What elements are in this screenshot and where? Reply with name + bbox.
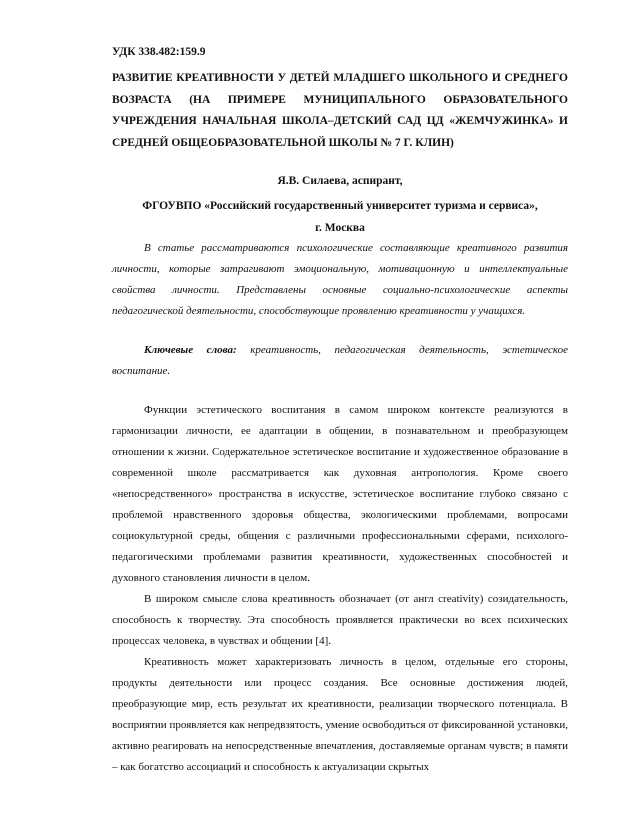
keywords-label: Ключевые слова: <box>144 344 237 356</box>
abstract: В статье рассматриваются психологические составляющие креативного развития личности, которые затрагивают эмоциональную, мотивационную и интеллектуальные свойства личности. Представлены основные социально-психологические аспекты педагогической деятельности, способствующие проявлению креативности у учащихся. <box>112 242 568 317</box>
city: г. Москва <box>315 221 365 234</box>
udk-code: УДК 338.482:159.9 <box>112 46 206 58</box>
author-line: Я.В. Силаева, аспирант, <box>277 175 403 187</box>
affiliation-block <box>112 196 568 239</box>
body-text <box>112 400 568 778</box>
paragraph: Функции эстетического воспитания в самом широком контексте реализуются в гармонизации личности, ее адаптации в общении, в познавательном и преобразующем отношении к жизни. Содержательное эстетическое воспитание и художественное образование в современной школе рассматривается как духовная антропология. Кроме своего «непосредственного» пространства в искусстве, эстетическое воспитание глубоко связано с проблемой нравственного здоровья общества, экологическими проблемами, вопросами социокультурной среды, общения с различными профессиональными сферами, психолого-педагогическими проблемами развития креативности, художественных способностей и духовного становления личности в целом. <box>112 404 568 584</box>
keywords-line <box>112 340 568 382</box>
article-title: РАЗВИТИЕ КРЕАТИВНОСТИ У ДЕТЕЙ МЛАДШЕГО ШКОЛЬНОГО И СРЕДНЕГО ВОЗРАСТА (НА ПРИМЕРЕ МУНИЦИПАЛЬНОГО ОБРАЗОВАТЕЛЬНОГО УЧРЕЖДЕНИЯ НАЧАЛЬНАЯ ШКОЛА–ДЕТСКИЙ САД ЦД «ЖЕМЧУЖИНКА» И СРЕДНЕЙ ОБЩЕОБРАЗОВАТЕЛЬНОЙ ШКОЛЫ № 7 Г. КЛИН) <box>112 72 568 149</box>
affiliation: ФГОУВПО «Российский государственный университет туризма и сервиса», <box>142 200 538 212</box>
keywords-text: креативность, педагогическая деятельность, эстетическое воспитание. <box>112 344 569 377</box>
paragraph: В широком смысле слова креативность обозначает (от англ creativity) созидательность, способность к творчеству. Эта способность проявляется практически во всех психических процессах человека, в чувствах и общении [4]. <box>112 593 568 647</box>
paragraph: Креативность может характеризовать личность в целом, отдельные его стороны, продукты деятельности или процесс создания. Все основные достижения людей, преобразующие мир, есть результат их креативности, реализации творческого потенциала. В восприятии проявляется как непредвзятость, умение освободиться от фиксированной установки, активно реагировать на непосредственные впечатления, доставляемые органам чувств; в памяти – как богатство ассоциаций и способность к актуализации скрытых <box>112 656 568 773</box>
